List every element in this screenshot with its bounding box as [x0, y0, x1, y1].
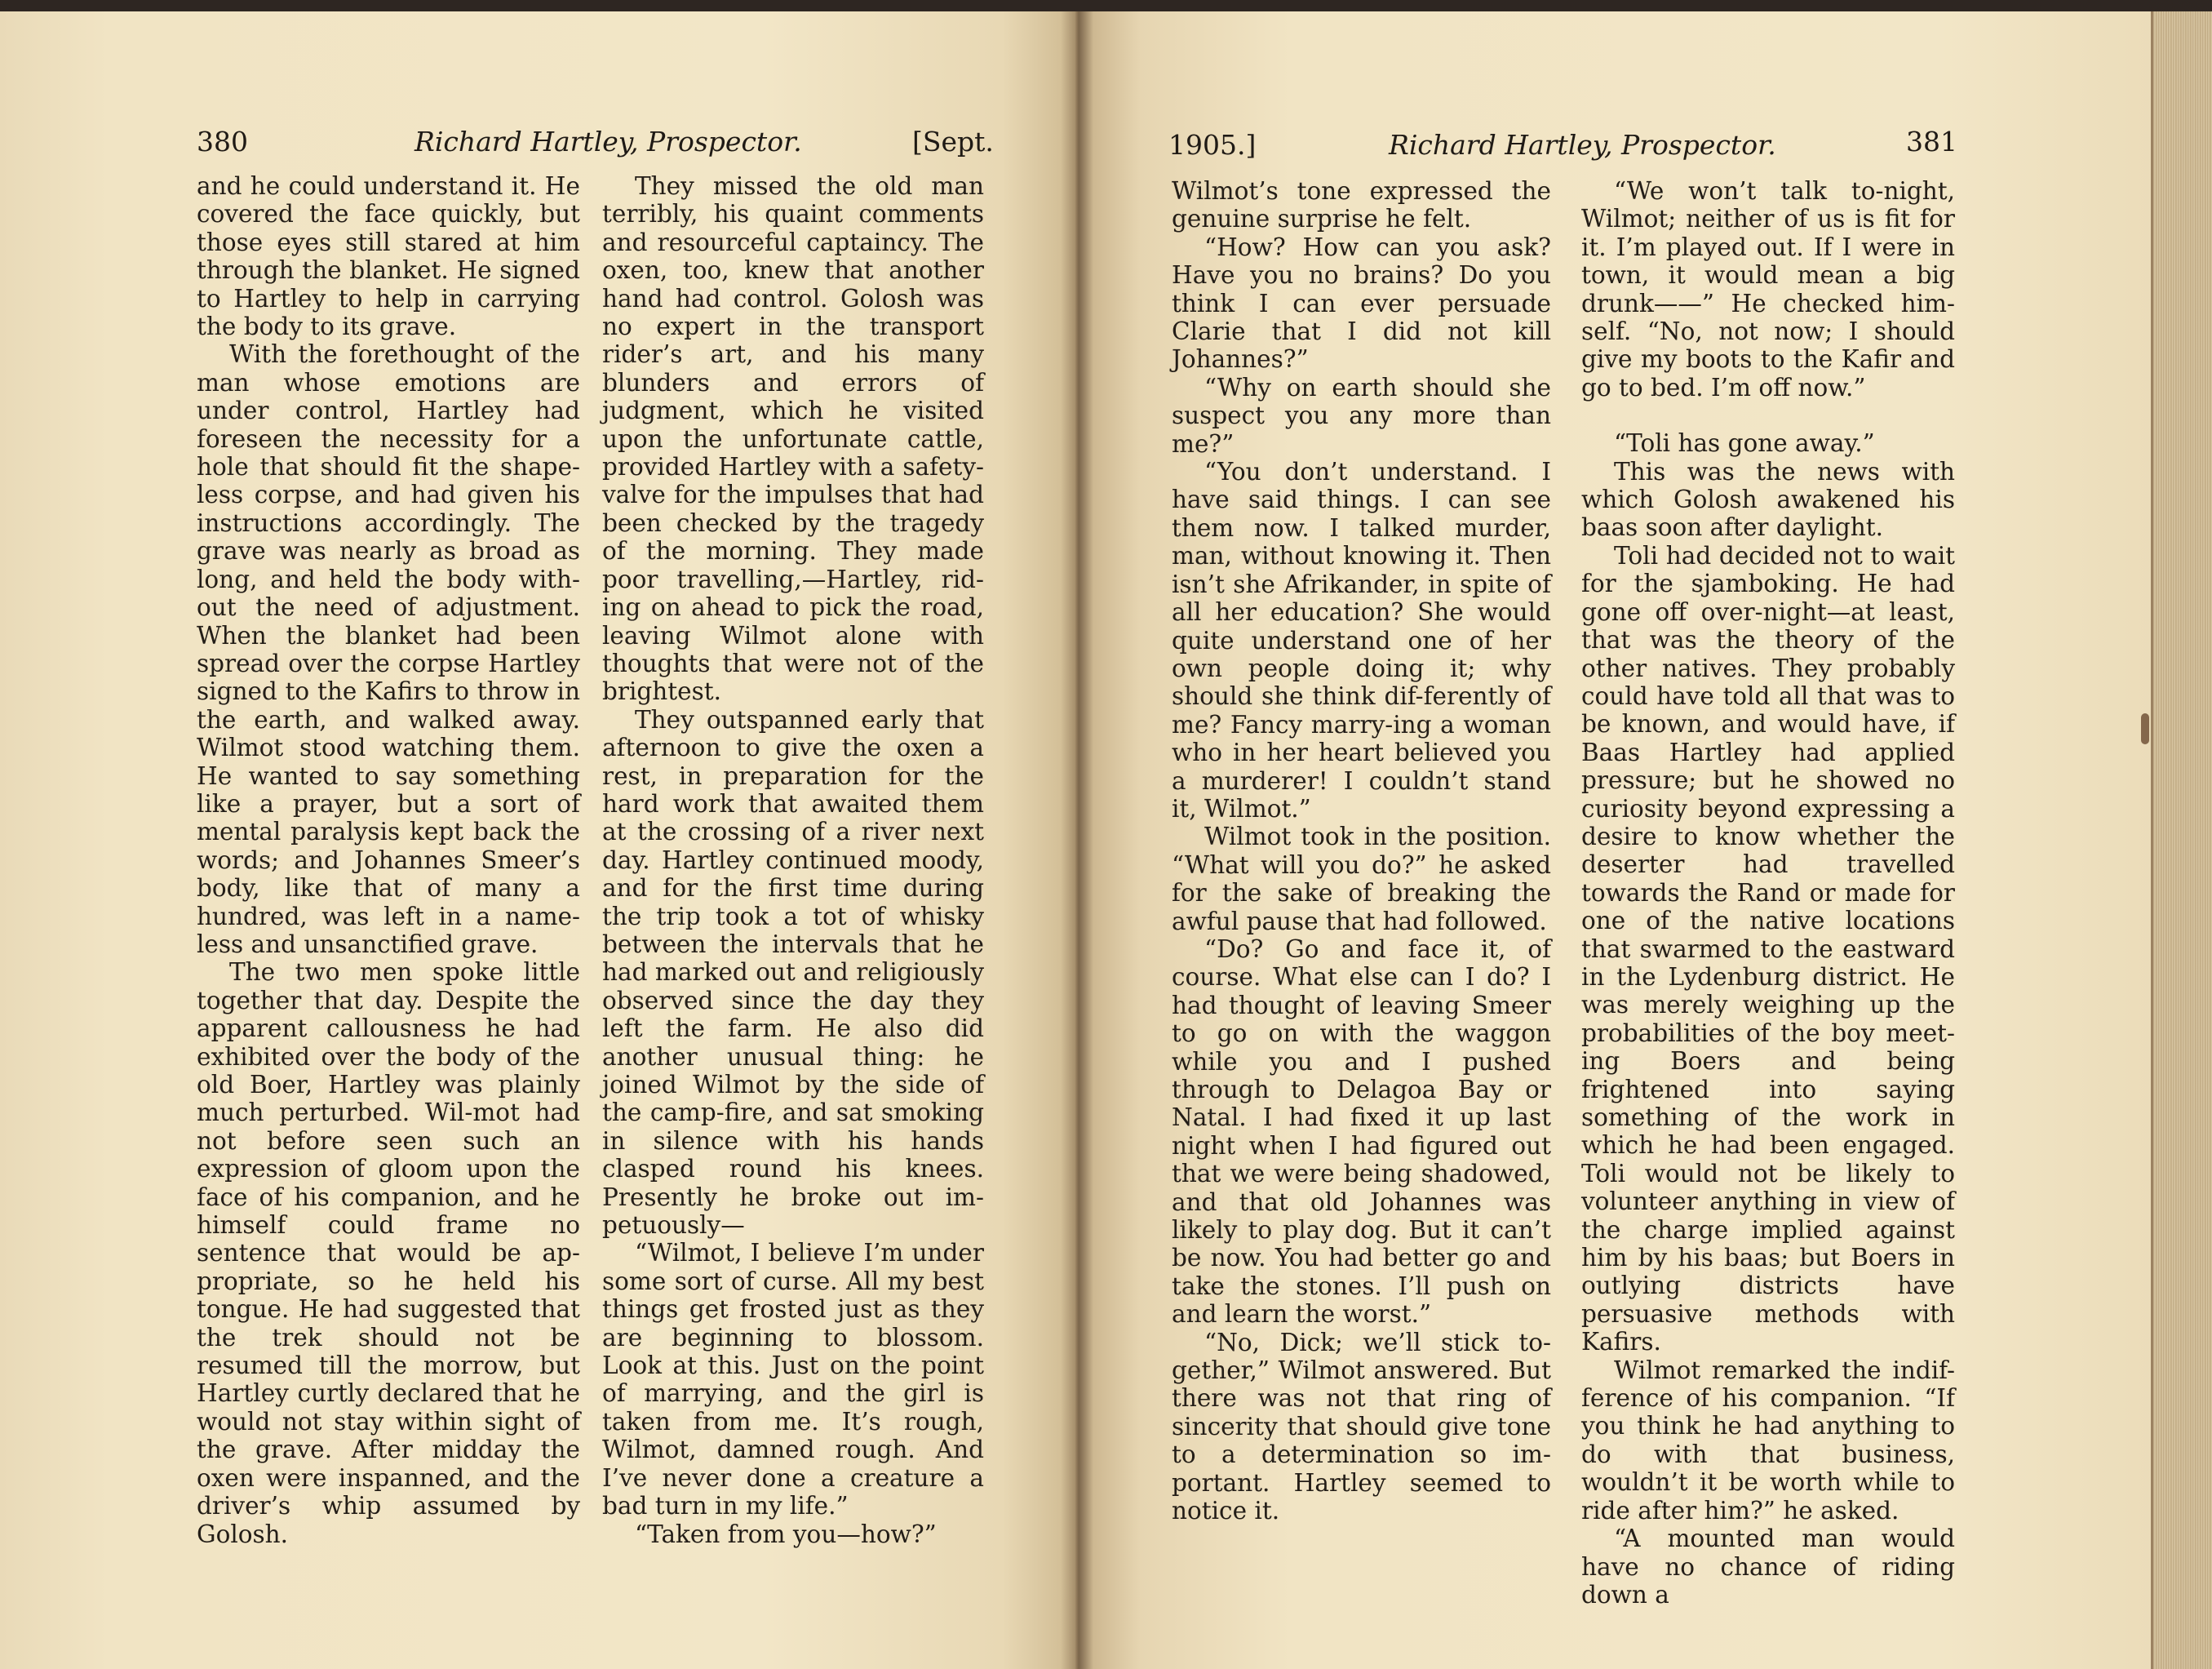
- paragraph: Wilmot remarked the indif-ference of his companion. “If you think he had anything to do with that business, wouldn’t it be worth while to ride after him?” he asked.: [1581, 1356, 1955, 1525]
- paragraph: This was the news with which Golosh awakened his baas soon after daylight.: [1581, 457, 1955, 542]
- paragraph: “Why on earth should she suspect you any more than me?”: [1172, 373, 1551, 458]
- paragraph: “Wilmot, I believe I’m under some sort of curse. All my best things get frosted just as they are beginning to blossom. Look at this. Just on the point of marrying, and the girl is taken from me. It’s rough, Wilmot, damned rough. And I’ve never done a creature a bad turn in my life.”: [602, 1239, 984, 1520]
- page-fore-edge: [2151, 11, 2212, 1669]
- book-gutter: [1061, 11, 1093, 1669]
- paragraph: They missed the old man terribly, his quaint comments and resourceful captaincy. The oxen, too, knew that another hand had control. Golosh was no expert in the transport rider’s art, and his many blunders and errors of judgment, which he visited upon the unfortunate cattle, provided Hartley with a safety-valve for the impulses that had been checked by the tragedy of the morning. They made poor travelling,—Hartley, rid-ing on ahead to pick the road, leaving Wilmot alone with thoughts that were not of the brightest.: [602, 172, 984, 706]
- paragraph: “Toli has gone away.”: [1614, 429, 1875, 458]
- left-column-1: [197, 172, 580, 1548]
- paragraph: “A mounted man would have no chance of riding down a: [1581, 1525, 1955, 1609]
- paragraph: Wilmot’s tone expressed the genuine surprise he felt.: [1172, 177, 1551, 233]
- paragraph: With the forethought of the man whose emotions are under control, Hartley had foreseen the necessity for a hole that should fit the shape-less corpse, and had given his instructions accordingly. The grave was nearly as broad as long, and held the body with-out the need of adjustment. When the blanket had been spread over the corpse Hartley signed to the Kafirs to throw in the earth, and walked away. Wilmot stood watching them. He wanted to say something like a prayer, but a sort of mental paralysis kept back the words; and Johannes Smeer’s body, like that of many a hundred, was left in a name-less and unsanctified grave.: [197, 340, 580, 958]
- page-blemish: [2141, 713, 2149, 744]
- paragraph: Toli had decided not to wait for the sjamboking. He had gone off over-night—at least, that was the theory of the other natives. They probably could have told all that was to be known, and would have, if Baas Hartley had applied pressure; but he showed no curiosity beyond expressing a desire to know whether the deserter had travelled towards the Rand or made for one of the native locations that swarmed to the eastward in the Lydenburg district. He was merely weighing up the probabilities of the boy meet-ing Boers and being frightened into saying something of the work in which he had been engaged. Toli would not be likely to volunteer anything in view of the charge implied against him by his baas; but Boers in outlying districts have persuasive methods with Kafirs.: [1581, 541, 1955, 1356]
- paragraph: Wilmot took in the position. “What will you do?” he asked for the sake of breaking the awful pause that had followed.: [1172, 823, 1551, 935]
- paragraph: “You don’t understand. I have said things. I can see them now. I talked murder, man, without knowing it. Then isn’t she Afrikander, in spite of all her education? She would quite understand one of her own people doing it; why should she think dif-ferently of me? Fancy marry-ing a woman who in her heart believed you a murderer! I couldn’t stand it, Wilmot.”: [1172, 458, 1551, 823]
- paragraph: The two men spoke little together that day. Despite the apparent callousness he had exhibited over the body of the old Boer, Hartley was plainly much perturbed. Wil-mot had not before seen such an expression of gloom upon the face of his companion, and he himself could frame no sentence that would be ap-propriate, so he held his tongue. He had suggested that the trek should not be resumed till the morrow, but Hartley curtly declared that he would not stay within sight of the grave. After midday the oxen were inspanned, and the driver’s whip assumed by Golosh.: [197, 958, 580, 1548]
- left-page: [0, 11, 1089, 1669]
- paragraph: “Taken from you—how?”: [635, 1520, 937, 1548]
- paragraph: “No, Dick; we’ll stick to-gether,” Wilmot answered. But there was not that ring of sincerity that should give tone to a determination so im-portant. Hartley seemed to notice it.: [1172, 1328, 1551, 1525]
- left-running-head: [0, 126, 1089, 166]
- paragraph: “We won’t talk to-night, Wilmot; neither of us is fit for it. I’m played out. If I were in town, it would mean a big drunk——” He checked him-self. “No, not now; I should give my boots to the Kafir and go to bed. I’m off now.”: [1581, 177, 1955, 402]
- right-column-1: [1172, 177, 1551, 1525]
- right-running-head: [1075, 126, 2155, 166]
- running-title-right: Richard Hartley, Prospector.: [1389, 129, 1776, 161]
- paragraph: and he could understand it. He covered the face quickly, but those eyes still stared at him through the blanket. He signed to Hartley to help in carrying the body to its grave.: [197, 172, 580, 341]
- page-number-right: 381: [1906, 126, 1957, 158]
- right-page: [1075, 11, 2155, 1669]
- running-title-left: Richard Hartley, Prospector.: [414, 126, 802, 158]
- right-column-2: [1581, 177, 1955, 1609]
- paragraph: “How? How can you ask? Have you no brains? Do you think I can ever persuade Clarie that I did not kill Johannes?”: [1172, 233, 1551, 374]
- page-number-left: 380: [197, 126, 248, 158]
- running-month: [Sept.: [912, 126, 994, 158]
- left-column-2: [602, 172, 984, 1548]
- running-year: 1905.]: [1168, 129, 1257, 161]
- paragraph: “Do? Go and face it, of course. What else can I do? I had thought of leaving Smeer to go on with the waggon while you and I pushed through to Delagoa Bay or Natal. I had fixed it up last night when I had figured out that we were being shadowed, and that old Johannes was likely to play dog. But it can’t be now. You had better go and take the stones. I’ll push on and learn the worst.”: [1172, 934, 1551, 1329]
- paragraph: They outspanned early that afternoon to give the oxen a rest, in preparation for the hard work that awaited them at the crossing of a river next day. Hartley continued moody, and for the first time during the trip took a tot of whisky between the intervals that he had marked out and religiously observed since the day they left the farm. He also did another unusual thing: he joined Wilmot by the side of the camp-fire, and sat smoking in silence with his hands clasped round his knees. Presently he broke out im-petuously—: [602, 705, 984, 1240]
